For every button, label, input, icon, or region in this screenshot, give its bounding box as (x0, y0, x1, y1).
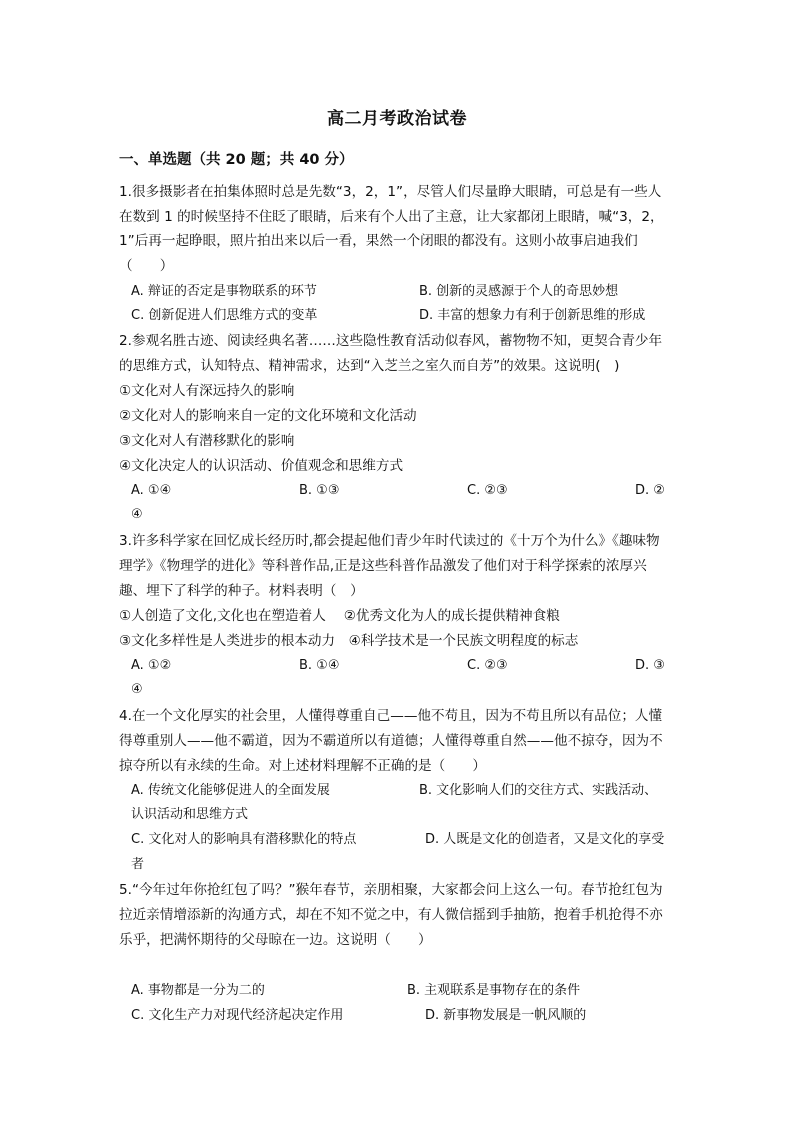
q2-item-4: ④文化决定人的认识活动、价值观念和思维方式 (119, 458, 404, 474)
page-title: 高二月考政治试卷 (327, 109, 467, 129)
q5-option-a: A. 事物都是一分为二的 (131, 983, 265, 998)
q1-stem-line-3: 1”后再一起睁眼，照片拍出来以后一看，果然一个闭眼的都没有。这则小故事启迪我们 (119, 233, 638, 249)
q2-option-d: D. ② (635, 483, 665, 498)
q2-item-3: ③文化对人有潜移默化的影响 (119, 433, 295, 449)
q3-stem-line-3: 趣、埋下了科学的种子。材料表明（ ） (119, 583, 364, 599)
q1-option-a: A. 辩证的否定是事物联系的环节 (131, 284, 317, 299)
q4-stem-line-3: 掠夺所以有永续的生命。对上述材料理解不正确的是（ ） (119, 758, 487, 774)
q4-option-b-continued: 认识活动和思维方式 (131, 807, 249, 822)
q2-item-2: ②文化对人的影响来自一定的文化环境和文化活动 (119, 408, 417, 424)
q2-option-c: C. ②③ (467, 483, 508, 498)
q1-stem-line-1: 1.很多摄影者在拍集体照时总是先数“3，2，1”，尽管人们尽量睁大眼睛，可总是有一些人 (119, 184, 662, 200)
q3-items-line-1: ①人创造了文化,文化也在塑造着人 ②优秀文化为人的成长提供精神食粮 (119, 608, 560, 624)
q3-stem-line-2: 理学》《物理学的进化》等科普作品,正是这些科普作品激发了他们对于科学探索的浓厚兴 (119, 558, 647, 574)
q4-option-c: C. 文化对人的影响具有潜移默化的特点 (131, 832, 357, 847)
q5-stem-line-2: 拉近亲情增添新的沟通方式，却在不知不觉之中，有人微信摇到手抽筋，抱着手机抢得不亦 (119, 907, 663, 923)
q3-option-d: D. ③ (635, 658, 665, 673)
q3-option-b: B. ①④ (299, 658, 340, 673)
q3-option-a: A. ①② (131, 658, 172, 673)
q3-option-d-continued: ④ (131, 682, 143, 697)
q5-option-d: D. 新事物发展是一帆风顺的 (425, 1008, 587, 1023)
q5-option-b: B. 主观联系是事物存在的条件 (407, 983, 581, 998)
q3-items-line-2: ③文化多样性是人类进步的根本动力 ④科学技术是一个民族文明程度的标志 (119, 633, 579, 649)
q1-stem-line-2: 在数到 1 的时候坚持不住眨了眼睛，后来有个人出了主意，让大家都闭上眼睛，喊“3，2， (119, 209, 664, 225)
q5-option-c: C. 文化生产力对现代经济起决定作用 (131, 1008, 344, 1023)
q5-stem-line-1: 5.“今年过年你抢红包了吗？”猴年春节，亲朋相聚，大家都会问上这么一句。春节抢红包为 (119, 882, 663, 898)
q5-stem-line-3: 乐乎，把满怀期待的父母晾在一边。这说明（ ） (119, 932, 432, 948)
q4-stem-line-1: 4.在一个文化厚实的社会里，人懂得尊重自己——他不苟且，因为不苟且所以有品位；人懂 (119, 708, 663, 724)
q4-option-a: A. 传统文化能够促进人的全面发展 (131, 783, 330, 798)
q2-stem-line-2: 的思维方式，认知特点、精神需求，达到“入芝兰之室久而自芳”的效果。这说明( ) (119, 358, 620, 374)
q1-option-c: C. 创新促进人们思维方式的变革 (131, 308, 318, 323)
q1-option-b: B. 创新的灵感源于个人的奇思妙想 (419, 284, 619, 299)
q4-stem-line-2: 得尊重别人——他不霸道，因为不霸道所以有道德；人懂得尊重自然——他不掠夺，因为不 (119, 733, 663, 749)
q2-stem-line-1: 2.参观名胜古迹、阅读经典名著……这些隐性教育活动似春风，蓄物物不知，更契合青少年 (119, 333, 663, 349)
q3-stem-line-1: 3.许多科学家在回忆成长经历时,都会提起他们青少年时代读过的《十万个为什么》《趣味物 (119, 533, 660, 549)
q2-option-a: A. ①④ (131, 483, 172, 498)
q4-option-b: B. 文化影响人们的交往方式、实践活动、 (419, 783, 658, 798)
q2-option-d-continued: ④ (131, 507, 143, 522)
q4-option-d: D. 人既是文化的创造者，又是文化的享受 (425, 832, 665, 847)
q3-option-c: C. ②③ (467, 658, 508, 673)
q2-option-b: B. ①③ (299, 483, 340, 498)
q1-answer-bracket: （ ） (119, 258, 174, 274)
q2-item-1: ①文化对人有深远持久的影响 (119, 383, 295, 399)
q4-option-d-continued: 者 (131, 857, 145, 872)
section-heading: 一、单选题（共 20 题；共 40 分） (119, 152, 354, 168)
q1-option-d: D. 丰富的想象力有利于创新思维的形成 (419, 308, 646, 323)
